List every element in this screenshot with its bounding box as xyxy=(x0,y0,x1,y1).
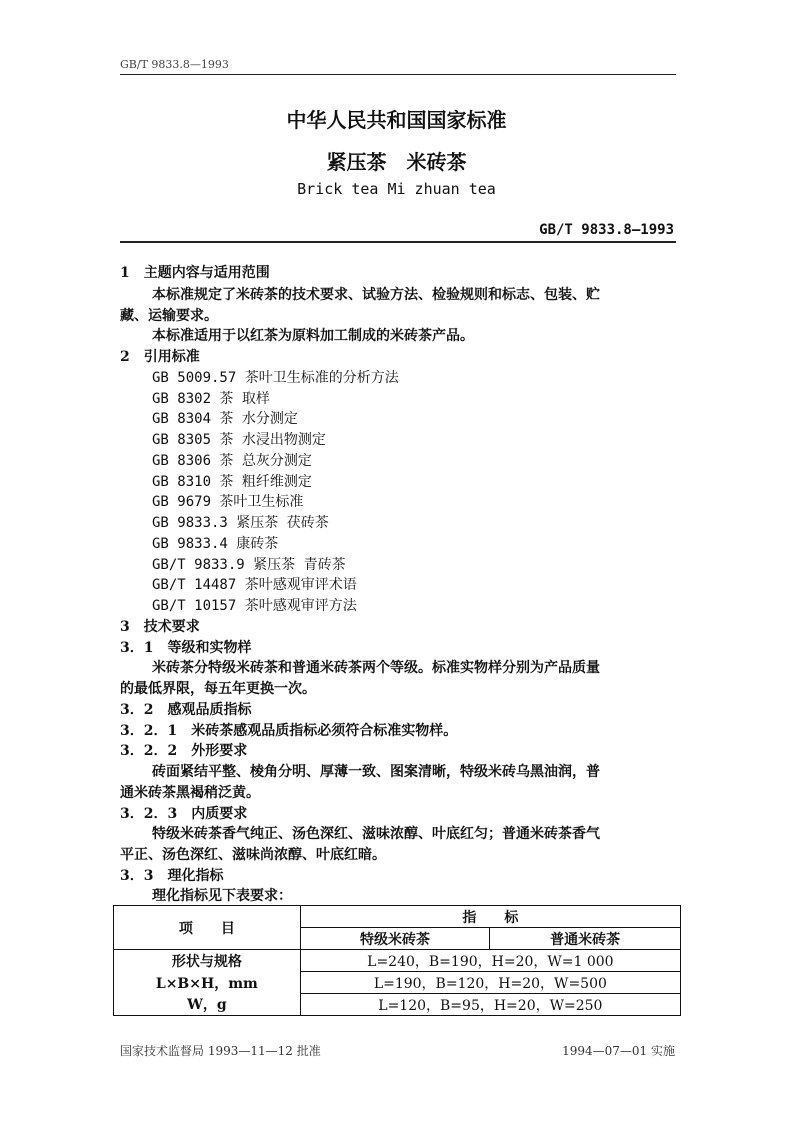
paragraph-line: 砖面紧结平整、棱角分明、厚薄一致、图案清晰，特级米砖乌黑油润，普 xyxy=(152,764,600,780)
specification-table xyxy=(113,905,681,1016)
section-heading: 2 引用标准 xyxy=(120,349,200,365)
section-heading: 1 主题内容与适用范围 xyxy=(120,265,270,281)
spec-value: L=240，B=190，H=20，W=1 000 xyxy=(300,950,680,972)
reference-item: GB/T 10157 茶叶感观审评方法 xyxy=(152,598,357,614)
index-header: 指 标 xyxy=(300,906,680,928)
spec-value: L=120，B=95，H=20，W=250 xyxy=(300,994,680,1016)
section-heading: 3 技术要求 xyxy=(120,619,200,635)
row-label: L×B×H，mm xyxy=(114,972,301,994)
title-chinese-name: 紧压茶 米砖茶 xyxy=(326,150,467,174)
reference-item: GB 9833.4 康砖茶 xyxy=(152,536,279,552)
header-standard-code: GB/T 9833.8—1993 xyxy=(120,58,229,71)
subsection-heading: 3．2．3 内质要求 xyxy=(120,806,248,822)
subsection-heading: 3．1 等级和实物样 xyxy=(120,640,252,656)
reference-item: GB 8302 茶 取样 xyxy=(152,391,270,407)
reference-item: GB 9833.3 紧压茶 茯砖茶 xyxy=(152,515,329,531)
item-header: 项 目 xyxy=(114,906,301,950)
paragraph-line: 本标准规定了米砖茶的技术要求、试验方法、检验规则和标志、包装、贮 xyxy=(152,287,600,303)
subsection-heading: 3．2．2 外形要求 xyxy=(120,743,248,759)
header-rule xyxy=(120,74,676,75)
paragraph-line: 理化指标见下表要求： xyxy=(152,888,292,904)
reference-item: GB 8310 茶 粗纤维测定 xyxy=(152,474,312,490)
reference-item: GB 8306 茶 总灰分测定 xyxy=(152,453,312,469)
approval-date: 国家技术监督局 1993—11—12 批准 xyxy=(120,1044,321,1058)
row-label: 形状与规格 xyxy=(114,950,301,972)
subsection-heading: 3．2．1 米砖茶感观品质指标必须符合标准实物样。 xyxy=(120,723,458,739)
reference-item: GB 8305 茶 水浸出物测定 xyxy=(152,432,326,448)
row-label: W，g xyxy=(114,994,301,1016)
paragraph-line: 的最低界限，每五年更换一次。 xyxy=(120,681,316,697)
title-national-standard: 中华人民共和国国家标准 xyxy=(286,108,507,132)
subsection-heading: 3．3 理化指标 xyxy=(120,868,224,884)
effective-date: 1994—07—01 实施 xyxy=(562,1044,675,1058)
reference-item: GB 8304 茶 水分测定 xyxy=(152,411,298,427)
spec-value: L=190，B=120，H=20，W=500 xyxy=(300,972,680,994)
paragraph-line: 通米砖茶黑褐稍泛黄。 xyxy=(120,785,260,801)
subsection-heading: 3．2 感观品质指标 xyxy=(120,702,252,718)
reference-item: GB 9679 茶叶卫生标准 xyxy=(152,494,304,510)
grade-special-header: 特级米砖茶 xyxy=(300,928,490,950)
paragraph-line: 平正、汤色深红、滋味尚浓醇、叶底红暗。 xyxy=(120,847,386,863)
paragraph-line: 特级米砖茶香气纯正、汤色深红、滋味浓醇、叶底红匀；普通米砖茶香气 xyxy=(152,826,600,842)
reference-item: GB/T 9833.9 紧压茶 青砖茶 xyxy=(152,557,346,573)
reference-item: GB/T 14487 茶叶感观审评术语 xyxy=(152,577,357,593)
title-rule xyxy=(120,241,676,243)
paragraph-line: 米砖茶分特级米砖茶和普通米砖茶两个等级。标准实物样分别为产品质量 xyxy=(152,660,600,676)
paragraph-line: 本标准适用于以红茶为原料加工制成的米砖茶产品。 xyxy=(152,328,474,344)
reference-item: GB 5009.57 茶叶卫生标准的分析方法 xyxy=(152,370,399,386)
title-english-name: Brick tea Mi zhuan tea xyxy=(297,180,496,198)
paragraph-line: 藏、运输要求。 xyxy=(120,308,218,324)
standard-number: GB/T 9833.8—1993 xyxy=(539,222,674,238)
grade-normal-header: 普通米砖茶 xyxy=(490,928,681,950)
